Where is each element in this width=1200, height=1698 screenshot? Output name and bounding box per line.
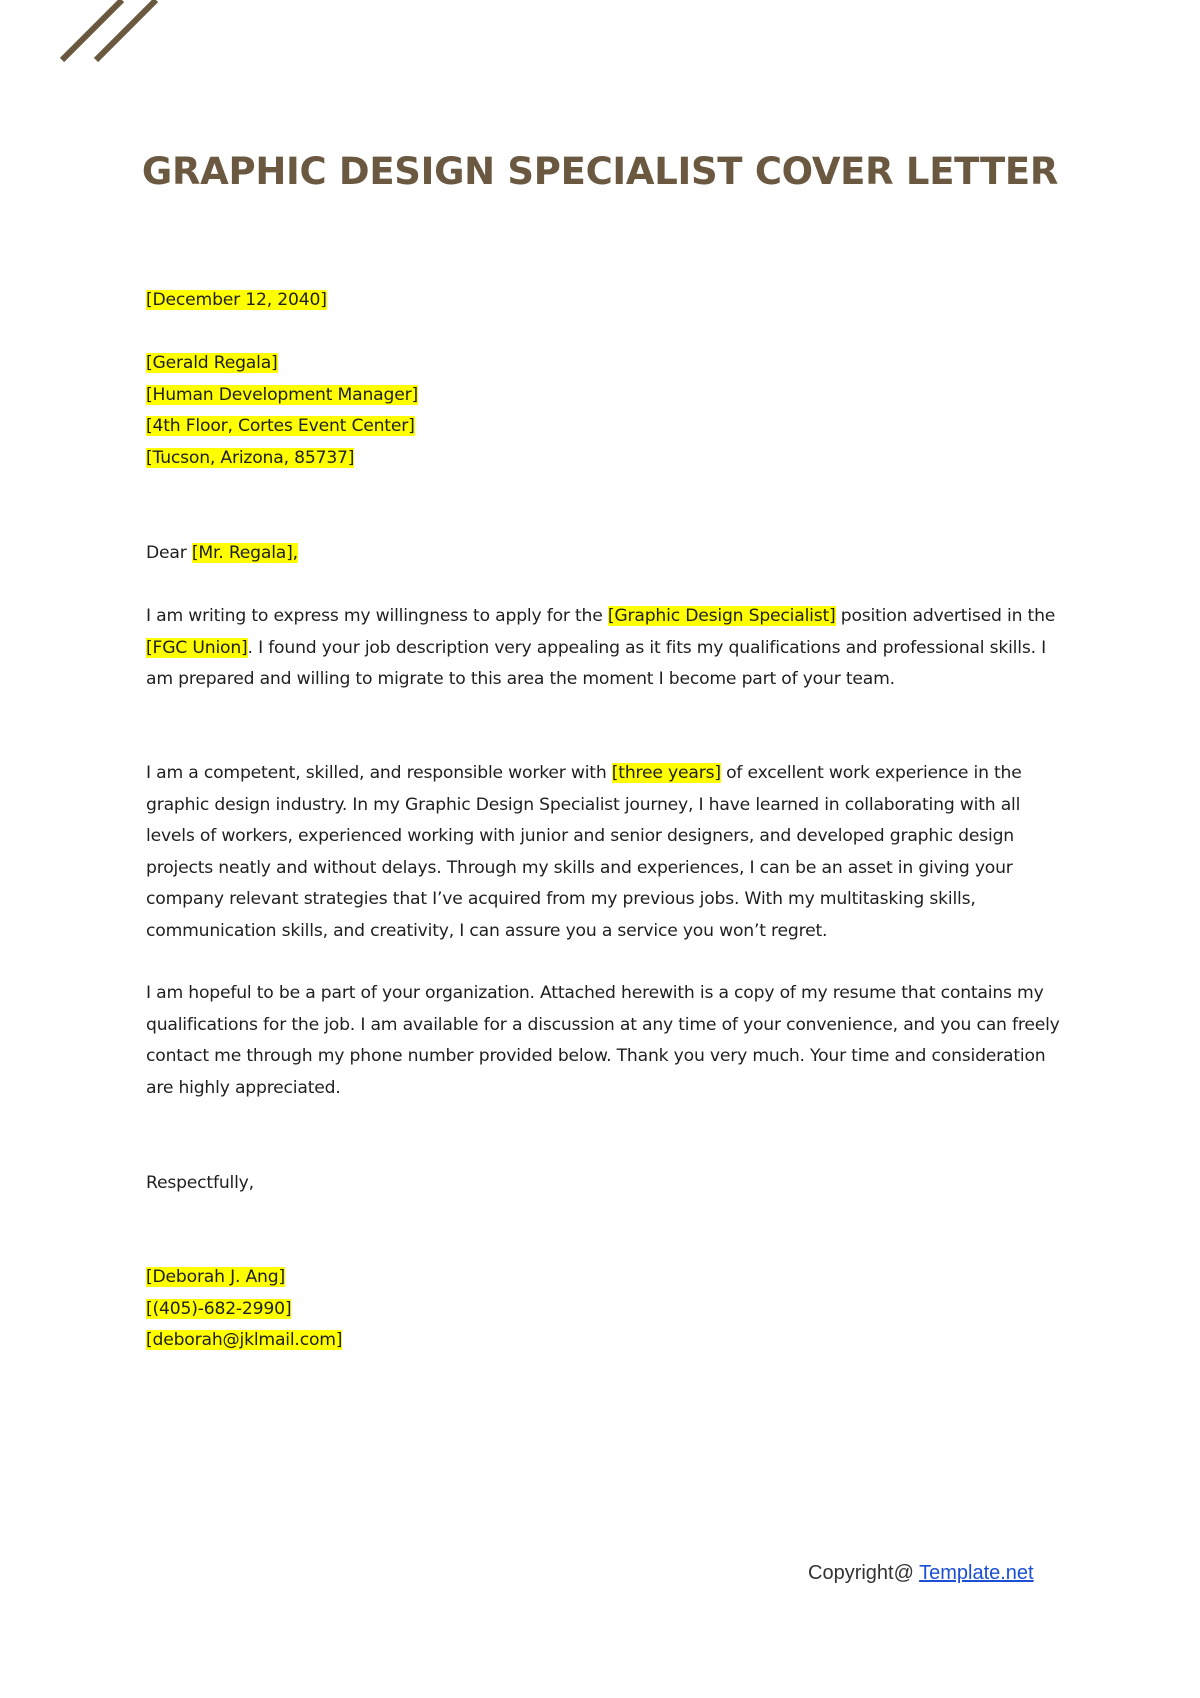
paragraph-3	[146, 978, 1066, 1104]
corner-stripe-right	[96, 0, 156, 60]
sender-email: [deborah@jklmail.com]	[146, 1330, 343, 1350]
paragraph-1-text-a: I am writing to express my willingness to apply for the	[146, 606, 608, 626]
recipient-position: [Human Development Manager]	[146, 384, 418, 405]
paragraph-1-text-c: . I found your job description very appealing as it fits my qualifications and professional skills. I am prepared and willing to migrate to this area the moment I become part of your team.	[146, 637, 1046, 689]
company-name: [FGC Union]	[146, 637, 248, 658]
sender-name: [Deborah J. Ang]	[146, 1267, 285, 1287]
copyright-label: Copyright@	[808, 1562, 920, 1584]
sender-phone: [(405)-682-2990]	[146, 1298, 292, 1319]
paragraph-1	[146, 601, 1066, 696]
template-link[interactable]: Template.net	[919, 1562, 1034, 1584]
date-block	[146, 285, 1066, 317]
salutation	[146, 538, 1066, 570]
paragraph-3-text: I am hopeful to be a part of your organization. Attached herewith is a copy of my resume that contains my qualifications for the job. I am available for a discussion at any time of your convenience, and you can freely contact me through my phone number provided below. Thank you very much. Your time and consideration are highly appreciated.	[146, 983, 1060, 1098]
corner-stripe-left	[62, 0, 122, 60]
page-title: GRAPHIC DESIGN SPECIALIST COVER LETTER	[141, 150, 1059, 193]
recipient-address: [4th Floor, Cortes Event Center]	[146, 416, 415, 436]
recipient-name: [Gerald Regala]	[146, 353, 278, 373]
sender-block	[146, 1262, 1066, 1357]
paragraph-1-text-b: position advertised in the	[835, 606, 1056, 626]
closing: Respectfully,	[146, 1173, 254, 1193]
job-title: [Graphic Design Specialist]	[607, 606, 836, 626]
salutation-prefix: Dear	[146, 543, 192, 563]
date: [December 12, 2040]	[146, 290, 327, 310]
recipient-city: [Tucson, Arizona, 85737]	[146, 447, 355, 468]
paragraph-2	[146, 758, 1066, 947]
experience-years: [three years]	[611, 763, 721, 783]
paragraph-2-text-a: I am a competent, skilled, and responsible worker with	[146, 763, 612, 783]
paragraph-2-text-b: of excellent work experience in the graphic design industry. In my Graphic Design Specialist journey, I have learned in collaborating with all levels of workers, experienced working with junior and senior designers, and developed graphic design projects neatly and without delays. Through my skills and experiences, I can be an asset in giving your company relevant strategies that I’ve acquired from my previous jobs. With my multitasking skills, communication skills, and creativity, I can assure you a service you won’t regret.	[146, 763, 1022, 941]
salutation-name: [Mr. Regala],	[191, 543, 298, 563]
copyright-footer	[808, 1562, 1034, 1585]
recipient-block	[146, 348, 1066, 474]
corner-stripes-decoration	[0, 0, 200, 80]
